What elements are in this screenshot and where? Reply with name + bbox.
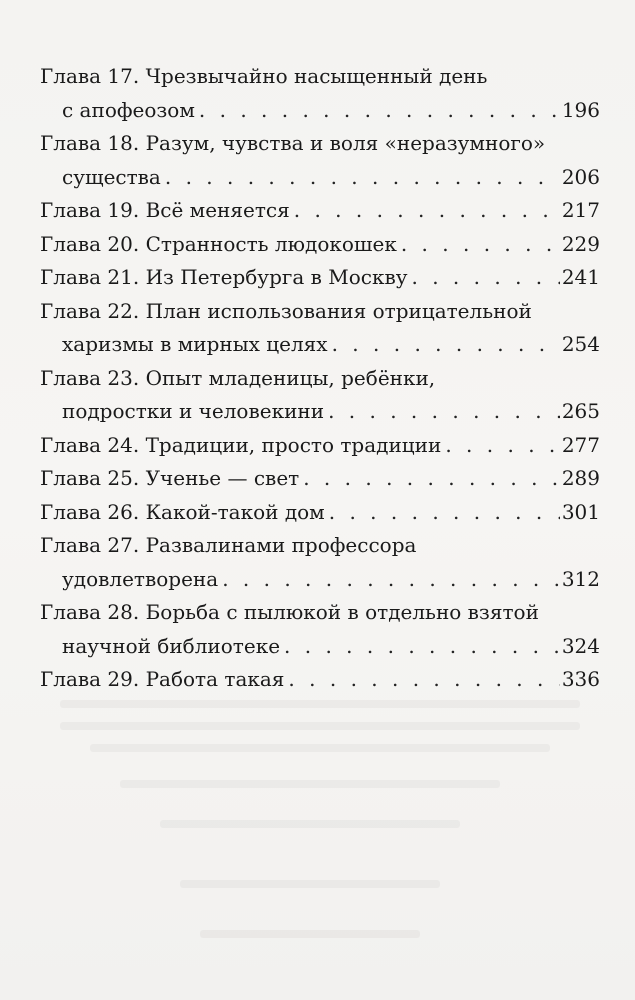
- toc-entry-chapter-24[interactable]: [40, 429, 600, 463]
- toc-entry-chapter-28[interactable]: [40, 596, 600, 663]
- bleed-through-mark: [180, 880, 440, 888]
- toc-page-number: 312: [561, 566, 600, 591]
- toc-entry-last-line: [40, 462, 600, 496]
- toc-entry-last-line: [40, 663, 600, 697]
- toc-entry-title: Глава 24. Традиции, просто традиции: [40, 432, 442, 457]
- toc-entry-title: Глава 21. Из Петербурга в Москву: [40, 265, 408, 289]
- toc-page-number: 254: [561, 332, 600, 356]
- leader-dots: [324, 395, 560, 429]
- bleed-through-mark: [160, 820, 460, 828]
- toc-entry-last-line: [40, 161, 600, 195]
- toc-entry-title: Глава 18. Разум, чувства и воля «неразумного»: [40, 131, 546, 155]
- table-of-contents: [40, 60, 600, 697]
- leader-dots: [218, 563, 560, 597]
- toc-entry-last-line: [40, 496, 600, 530]
- toc-page-number: 277: [561, 432, 600, 457]
- toc-page-number: 265: [561, 399, 600, 423]
- toc-entry-title: Глава 28. Борьба с пылюкой в отдельно взятой: [40, 600, 539, 624]
- toc-entry-title-line: [40, 127, 600, 161]
- toc-entry-last-line: [40, 395, 600, 429]
- toc-entry-title-line: [40, 529, 600, 563]
- leader-dots: [284, 663, 559, 697]
- toc-entry-title-line: [40, 295, 600, 329]
- leader-dots: [299, 462, 560, 496]
- leader-dots: [408, 261, 560, 295]
- toc-page-number: 206: [561, 164, 600, 189]
- toc-entry-title-cont: удовлетворена: [62, 566, 219, 591]
- toc-entry-title-cont: подростки и человекини: [62, 399, 325, 423]
- leader-dots: [195, 94, 560, 128]
- toc-entry-last-line: [40, 94, 600, 128]
- leader-dots: [441, 429, 559, 463]
- toc-entry-chapter-20[interactable]: [40, 228, 600, 262]
- leader-dots: [325, 496, 560, 530]
- toc-entry-chapter-22[interactable]: [40, 295, 600, 362]
- toc-entry-title-cont: научной библиотеке: [62, 633, 281, 658]
- toc-page-number: 289: [561, 466, 600, 490]
- bleed-through-mark: [60, 722, 580, 730]
- bleed-through-mark: [200, 930, 420, 938]
- toc-entry-title-line: [40, 596, 600, 630]
- leader-dots: [290, 194, 560, 228]
- leader-dots: [280, 630, 560, 664]
- bleed-through-mark: [90, 744, 550, 752]
- toc-entry-chapter-29[interactable]: [40, 663, 600, 697]
- toc-entry-title: Глава 22. План использования отрицательной: [40, 298, 532, 323]
- toc-entry-chapter-23[interactable]: [40, 362, 600, 429]
- toc-entry-title-line: [40, 60, 600, 94]
- leader-dots: [397, 228, 560, 262]
- toc-page-number: 196: [561, 97, 600, 122]
- toc-entry-last-line: [40, 228, 600, 262]
- toc-entry-title: Глава 25. Ученье — свет: [40, 466, 300, 490]
- toc-entry-title-cont: харизмы в мирных целях: [62, 332, 328, 356]
- toc-entry-title: Глава 19. Всё меняется: [40, 198, 290, 222]
- bleed-through-mark: [60, 700, 580, 708]
- toc-entry-last-line: [40, 261, 600, 295]
- toc-entry-title-cont: существа: [62, 164, 161, 189]
- toc-entry-title: Глава 17. Чрезвычайно насыщенный день: [40, 64, 488, 88]
- toc-entry-chapter-19[interactable]: [40, 194, 600, 228]
- toc-entry-chapter-18[interactable]: [40, 127, 600, 194]
- toc-page-number: 241: [561, 265, 600, 289]
- toc-entry-chapter-21[interactable]: [40, 261, 600, 295]
- toc-page-number: 324: [561, 633, 600, 658]
- toc-entry-chapter-25[interactable]: [40, 462, 600, 496]
- toc-entry-title: Глава 26. Какой-такой дом: [40, 499, 325, 524]
- toc-entry-last-line: [40, 194, 600, 228]
- toc-entry-title: Глава 27. Развалинами профессора: [40, 533, 417, 557]
- toc-entry-last-line: [40, 630, 600, 664]
- toc-entry-title: Глава 20. Странность людокошек: [40, 231, 397, 256]
- toc-entry-title-cont: с апофеозом: [62, 97, 195, 122]
- leader-dots: [328, 328, 560, 362]
- toc-entry-chapter-27[interactable]: [40, 529, 600, 596]
- toc-page-number: 229: [561, 231, 600, 256]
- toc-page-number: 217: [561, 198, 600, 222]
- toc-entry-chapter-17[interactable]: [40, 60, 600, 127]
- toc-entry-last-line: [40, 563, 600, 597]
- leader-dots: [161, 161, 560, 195]
- bleed-through-mark: [120, 780, 500, 788]
- toc-entry-last-line: [40, 328, 600, 362]
- toc-entry-chapter-26[interactable]: [40, 496, 600, 530]
- toc-entry-title: Глава 23. Опыт младеницы, ребёнки,: [40, 365, 436, 390]
- toc-entry-title-line: [40, 362, 600, 396]
- toc-entry-last-line: [40, 429, 600, 463]
- toc-entry-title: Глава 29. Работа такая: [40, 667, 285, 691]
- toc-page-number: 336: [561, 667, 600, 691]
- toc-page-number: 301: [561, 499, 600, 524]
